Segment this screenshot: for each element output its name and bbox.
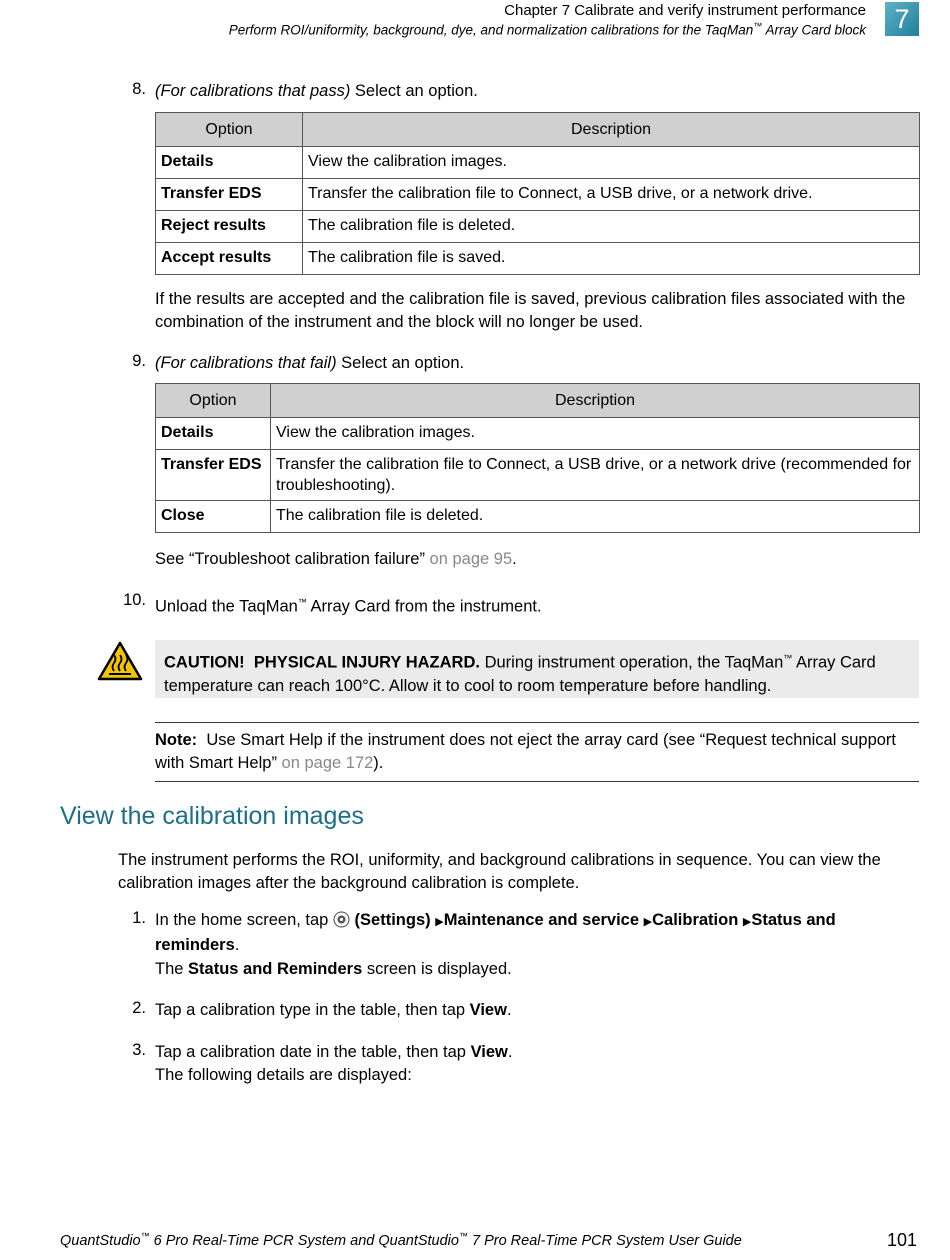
section-heading: View the calibration images: [60, 802, 364, 830]
table-row: [156, 179, 920, 211]
step-text: Tap a calibration date in the table, then tap: [155, 1043, 471, 1061]
menu-path-item: Calibration: [652, 911, 739, 929]
option-cell: Reject results: [156, 211, 303, 243]
chapter-number-badge: 7: [885, 2, 919, 36]
description-cell: View the calibration images.: [303, 147, 920, 179]
table-row: [156, 147, 920, 179]
step-number: 8.: [132, 80, 146, 98]
result-text: The: [155, 960, 189, 978]
table-row: [156, 501, 920, 533]
see-text: See “Troubleshoot calibration failure”: [155, 550, 425, 568]
description-cell: The calibration file is saved.: [303, 243, 920, 275]
chapter-label: Chapter 7: [504, 2, 571, 19]
step-2-text: [155, 999, 512, 1022]
caution-body: During instrument operation, the TaqMan: [479, 653, 784, 672]
column-header-option: Option: [156, 113, 303, 147]
menu-path-item: Maintenance and service: [443, 911, 640, 929]
note-label: Note:: [155, 731, 198, 749]
settings-label: (Settings): [354, 911, 431, 929]
lead-text: Select an option.: [336, 354, 465, 372]
step-number: 10.: [123, 591, 146, 609]
hazard-label: PHYSICAL INJURY HAZARD.: [253, 653, 480, 672]
options-table-pass: [155, 112, 920, 275]
subtitle-part: Array Card block: [762, 22, 866, 38]
step-9-lead: [155, 352, 464, 375]
lead-italic: (For calibrations that pass): [155, 82, 351, 100]
punctuation: .: [506, 1001, 512, 1019]
running-header-subtitle: [229, 21, 866, 38]
note-rule-bottom: [155, 781, 919, 782]
options-table-fail: [155, 383, 920, 533]
option-cell: Transfer EDS: [156, 450, 271, 501]
footer-text: 7 Pro Real-Time PCR System User Guide: [467, 1232, 742, 1249]
step-number: 1.: [132, 909, 146, 927]
screen-name: Status and Reminders: [188, 960, 363, 978]
option-cell: Transfer EDS: [156, 179, 303, 211]
hot-surface-warning-icon: [97, 641, 143, 681]
caution-label: CAUTION!: [164, 653, 245, 672]
option-cell: Details: [156, 147, 303, 179]
footer-text: QuantStudio: [60, 1232, 141, 1249]
step-10-text: [155, 591, 542, 619]
gear-icon: [333, 911, 350, 928]
page-number: 101: [887, 1230, 918, 1250]
step-8-lead: [155, 80, 478, 103]
step-text: Tap a calibration type in the table, then tap: [155, 1001, 470, 1019]
step-text: In the home screen, tap: [155, 911, 333, 929]
footer-text: 6 Pro Real-Time PCR System and QuantStudio: [149, 1232, 459, 1249]
step-number: 3.: [132, 1041, 146, 1059]
trademark-mark: ™: [297, 597, 307, 607]
result-text: screen is displayed.: [362, 960, 512, 978]
description-cell: The calibration file is deleted.: [303, 211, 920, 243]
note-rule-top: [155, 722, 919, 723]
table-row: [156, 243, 920, 275]
column-header-description: Description: [303, 113, 920, 147]
description-cell: The calibration file is deleted.: [271, 501, 920, 533]
button-name: View: [469, 1001, 507, 1019]
step-number: 2.: [132, 999, 146, 1017]
chevron-right-icon: ▶: [742, 916, 752, 928]
trademark-mark: ™: [458, 1231, 468, 1241]
description-cell: View the calibration images.: [271, 418, 920, 450]
running-header-chapter: [504, 2, 866, 19]
option-cell: Accept results: [156, 243, 303, 275]
caution-body: Array Card temperature can reach 100°C. Allow it to cool to room temperature before handling.: [164, 653, 876, 695]
column-header-description: Description: [271, 384, 920, 418]
table-row: [156, 211, 920, 243]
lead-italic: (For calibrations that fail): [155, 354, 337, 372]
menu-path-item: Status and reminders: [155, 911, 836, 954]
step-number: 9.: [132, 352, 146, 370]
step-text: Array Card from the instrument.: [306, 597, 542, 616]
punctuation: .: [512, 550, 517, 568]
chevron-right-icon: ▶: [435, 916, 444, 928]
trademark-mark: ™: [140, 1231, 150, 1241]
button-name: View: [470, 1043, 508, 1061]
step-1-result: [155, 958, 512, 981]
note-body: Use Smart Help if the instrument does not eject the array card (see “Request technical support with Smart Help”: [155, 731, 897, 772]
option-cell: Details: [156, 418, 271, 450]
step-1-text: [155, 909, 920, 957]
caution-text: [164, 647, 904, 698]
table-row: [156, 418, 920, 450]
step-3-text: [155, 1041, 512, 1064]
chevron-right-icon: ▶: [643, 916, 653, 928]
punctuation: .: [234, 936, 240, 954]
page-link[interactable]: on page 172: [276, 754, 374, 772]
step-text: Unload the TaqMan: [155, 597, 298, 616]
section-intro: The instrument performs the ROI, uniformity, and background calibrations in sequence. You can view the calibration images after the background calibration is complete.: [118, 851, 881, 892]
table-row: [156, 450, 920, 501]
column-header-option: Option: [156, 384, 271, 418]
subtitle-part: Perform ROI/uniformity, background, dye, and normalization calibrations for the TaqMan: [228, 22, 754, 38]
punctuation: ).: [373, 754, 384, 772]
chapter-title: Calibrate and verify instrument performance: [574, 2, 866, 19]
punctuation: .: [507, 1043, 513, 1061]
trademark-mark: ™: [783, 653, 793, 663]
trademark-mark: ™: [753, 21, 763, 31]
see-also-text: [155, 548, 517, 571]
description-cell: Transfer the calibration file to Connect, a USB drive, or a network drive (recommended for troubleshooting).: [271, 450, 920, 501]
description-cell: Transfer the calibration file to Connect, a USB drive, or a network drive.: [303, 179, 920, 211]
step-8-note: If the results are accepted and the calibration file is saved, previous calibration files associated with the combination of the instrument and the block will no longer be used.: [155, 290, 906, 331]
option-cell: Close: [156, 501, 271, 533]
note-text: [155, 729, 919, 775]
lead-text: Select an option.: [350, 82, 478, 100]
step-3-result: The following details are displayed:: [155, 1066, 412, 1084]
running-footer: [60, 1231, 742, 1249]
page-link[interactable]: on page 95: [424, 550, 513, 568]
